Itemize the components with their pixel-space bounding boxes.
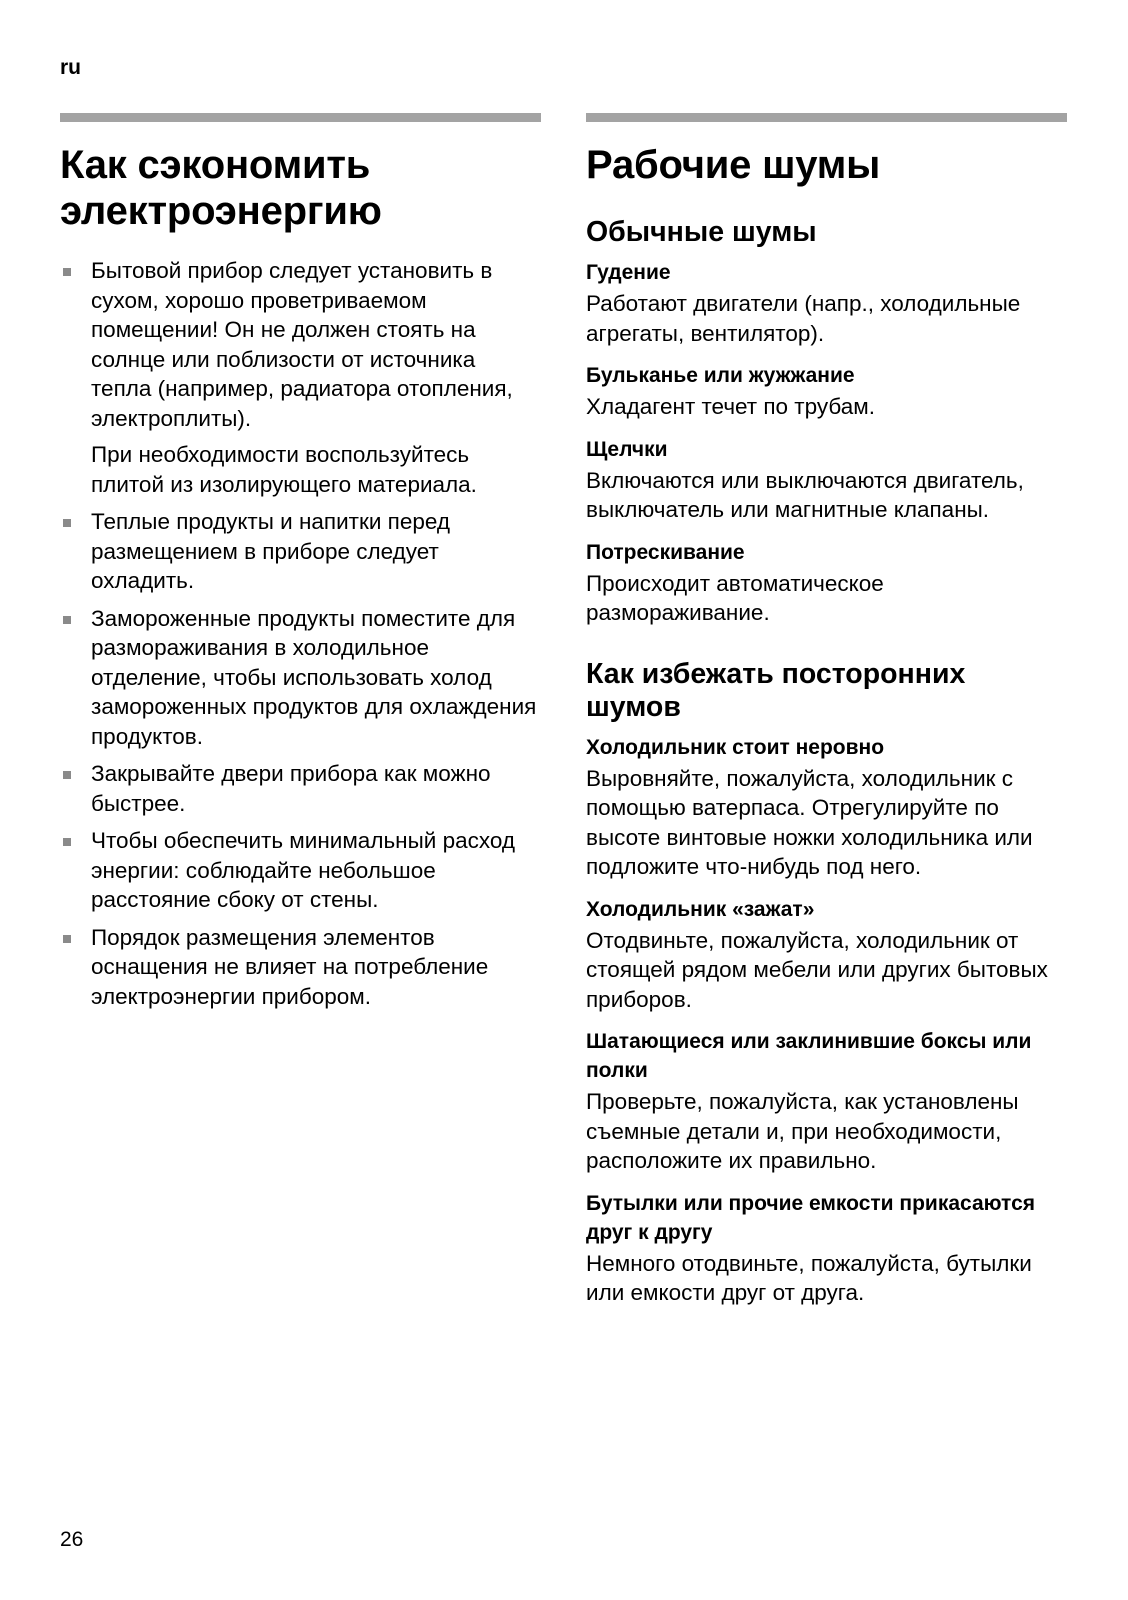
noise-list xyxy=(586,258,1067,628)
section-title: Как сэкономить электроэнергию xyxy=(60,143,382,233)
list-item xyxy=(60,826,541,915)
noise-item-title: Гудение xyxy=(586,261,671,284)
remedy-item-text: Немного отодвиньте, пожалуйста, бутылки или емкости друг от друга. xyxy=(586,1250,1032,1305)
list-item xyxy=(60,759,541,818)
remedy-item-title: Бутылки или прочие емкости прикасаются друг к другу xyxy=(586,1191,1035,1244)
noise-item xyxy=(586,435,1067,525)
noise-item xyxy=(586,361,1067,422)
list-item xyxy=(60,256,541,499)
bullet-square-icon xyxy=(63,771,71,779)
subsection-heading: Как избежать посторонних шумов xyxy=(586,657,966,723)
bullet-square-icon xyxy=(63,616,71,624)
remedy-item-text: Отодвиньте, пожалуйста, холодильник от стоящей рядом мебели или других бытовых приборов. xyxy=(586,927,1048,1012)
section-divider xyxy=(60,113,541,122)
list-item-text: Бытовой прибор следует установить в сухом, хорошо проветриваемом помещении! Он не должен стоять на солнце или поблизости от источника тепла (например, радиатора отопления, электроплиты). xyxy=(91,258,513,431)
noise-item xyxy=(586,258,1067,348)
bullet-square-icon xyxy=(63,519,71,527)
remedy-item-title: Холодильник стоит неровно xyxy=(586,735,885,759)
remedy-item xyxy=(586,1189,1067,1308)
noise-item-title: Бульканье или жужжание xyxy=(586,364,855,387)
remedy-item xyxy=(586,1027,1067,1176)
list-item xyxy=(60,923,541,1012)
tips-list xyxy=(60,256,541,1011)
bullet-square-icon xyxy=(63,935,71,943)
bullet-square-icon xyxy=(63,268,71,276)
noise-item xyxy=(586,538,1067,628)
noise-item-text: Хладагент течет по трубам. xyxy=(586,394,875,419)
list-item-text: Порядок размещения элементов оснащения не влияет на потребление электроэнергии прибором. xyxy=(91,924,489,1009)
subsection-heading: Обычные шумы xyxy=(586,216,817,248)
list-item xyxy=(60,507,541,596)
right-column xyxy=(586,113,1067,1308)
noise-item-title: Потрескивание xyxy=(586,540,745,564)
list-item-note: При необходимости воспользуйтесь плитой из изолирующего материала. xyxy=(91,442,477,497)
page-number: 26 xyxy=(60,1528,84,1551)
noise-item-title: Щелчки xyxy=(586,437,668,461)
remedy-item-title: Шатающиеся или заклинившие боксы или полки xyxy=(586,1030,1032,1082)
noise-item-text: Включаются или выключаются двигатель, выключатель или магнитные клапаны. xyxy=(586,467,1024,522)
noise-item-text: Работают двигатели (напр., холодильные агрегаты, вентилятор). xyxy=(586,291,1021,346)
list-item-text: Закрывайте двери прибора как можно быстрее. xyxy=(91,761,491,816)
remedy-item-text: Проверьте, пожалуйста, как установлены съемные детали и, при необходимости, расположите их правильно. xyxy=(586,1089,1019,1173)
remedy-item-title: Холодильник «зажат» xyxy=(586,897,815,921)
noise-item-text: Происходит автоматическое размораживание. xyxy=(586,570,884,625)
remedy-item xyxy=(586,895,1067,1015)
list-item-text: Теплые продукты и напитки перед размещением в приборе следует охладить. xyxy=(91,509,451,593)
remedy-item xyxy=(586,733,1067,882)
list-item-text: Чтобы обеспечить минимальный расход энергии: соблюдайте небольшое расстояние сбоку от стены. xyxy=(91,828,516,912)
left-column xyxy=(60,113,541,1019)
language-code: ru xyxy=(60,56,81,79)
remedy-list xyxy=(586,733,1067,1308)
list-item xyxy=(60,604,541,752)
section-divider xyxy=(586,113,1067,122)
remedy-item-text: Выровняйте, пожалуйста, холодильник с помощью ватерпаса. Отрегулируйте по высоте винтовые ножки холодильника или подложите что-нибудь под него. xyxy=(586,765,1033,879)
section-title: Рабочие шумы xyxy=(586,143,881,187)
bullet-square-icon xyxy=(63,838,71,846)
list-item-text: Замороженные продукты поместите для размораживания в холодильное отделение, чтобы использовать холод замороженных продуктов для охлаждения продуктов. xyxy=(91,605,537,749)
